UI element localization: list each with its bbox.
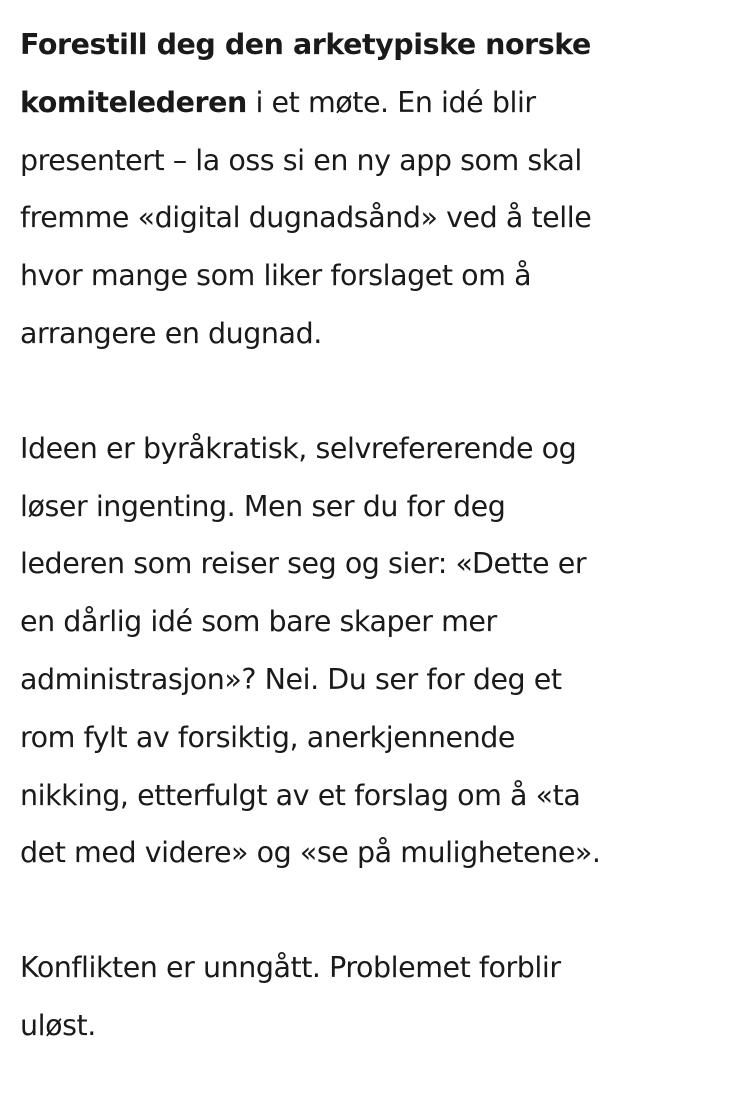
text-line: lederen som reiser seg og sier: «Dette er bbox=[20, 547, 587, 581]
text-line: Ideen er byråkratisk, selvrefererende og bbox=[20, 431, 577, 465]
paragraph-conclusion bbox=[20, 939, 720, 1055]
text-line: det med videre» og «se på mulighetene». bbox=[20, 836, 601, 870]
bold-lead: Forestill deg den arketypiske norske bbox=[20, 28, 591, 61]
text-line bbox=[20, 16, 720, 74]
text-line: en dårlig idé som bare skaper mer bbox=[20, 605, 497, 639]
article-body bbox=[20, 16, 720, 1112]
paragraph-intro bbox=[20, 16, 720, 363]
text-line: arrangere en dugnad. bbox=[20, 316, 322, 350]
bold-lead: komitelederen bbox=[20, 85, 247, 119]
text-line: hvor mange som liker forslaget om å bbox=[20, 259, 532, 293]
text-line: løser ingenting. Men ser du for deg bbox=[20, 489, 506, 523]
text-line: administrasjon»? Nei. Du ser for deg et bbox=[20, 662, 562, 696]
text-line: presentert – la oss si en ny app som skal bbox=[20, 143, 582, 177]
text-line: rom fylt av forsiktig, anerkjennende bbox=[20, 720, 515, 754]
text-line: fremme «digital dugnadsånd» ved å telle bbox=[20, 201, 592, 235]
paragraph-critique bbox=[20, 420, 720, 882]
text-line bbox=[20, 74, 720, 132]
text-segment: i et møte. En idé blir bbox=[246, 85, 536, 119]
text-line: nikking, etterfulgt av et forslag om å «ta bbox=[20, 778, 581, 812]
text-line: uløst. bbox=[20, 1008, 96, 1042]
text-line: Konflikten er unngått. Problemet forblir bbox=[20, 951, 561, 985]
